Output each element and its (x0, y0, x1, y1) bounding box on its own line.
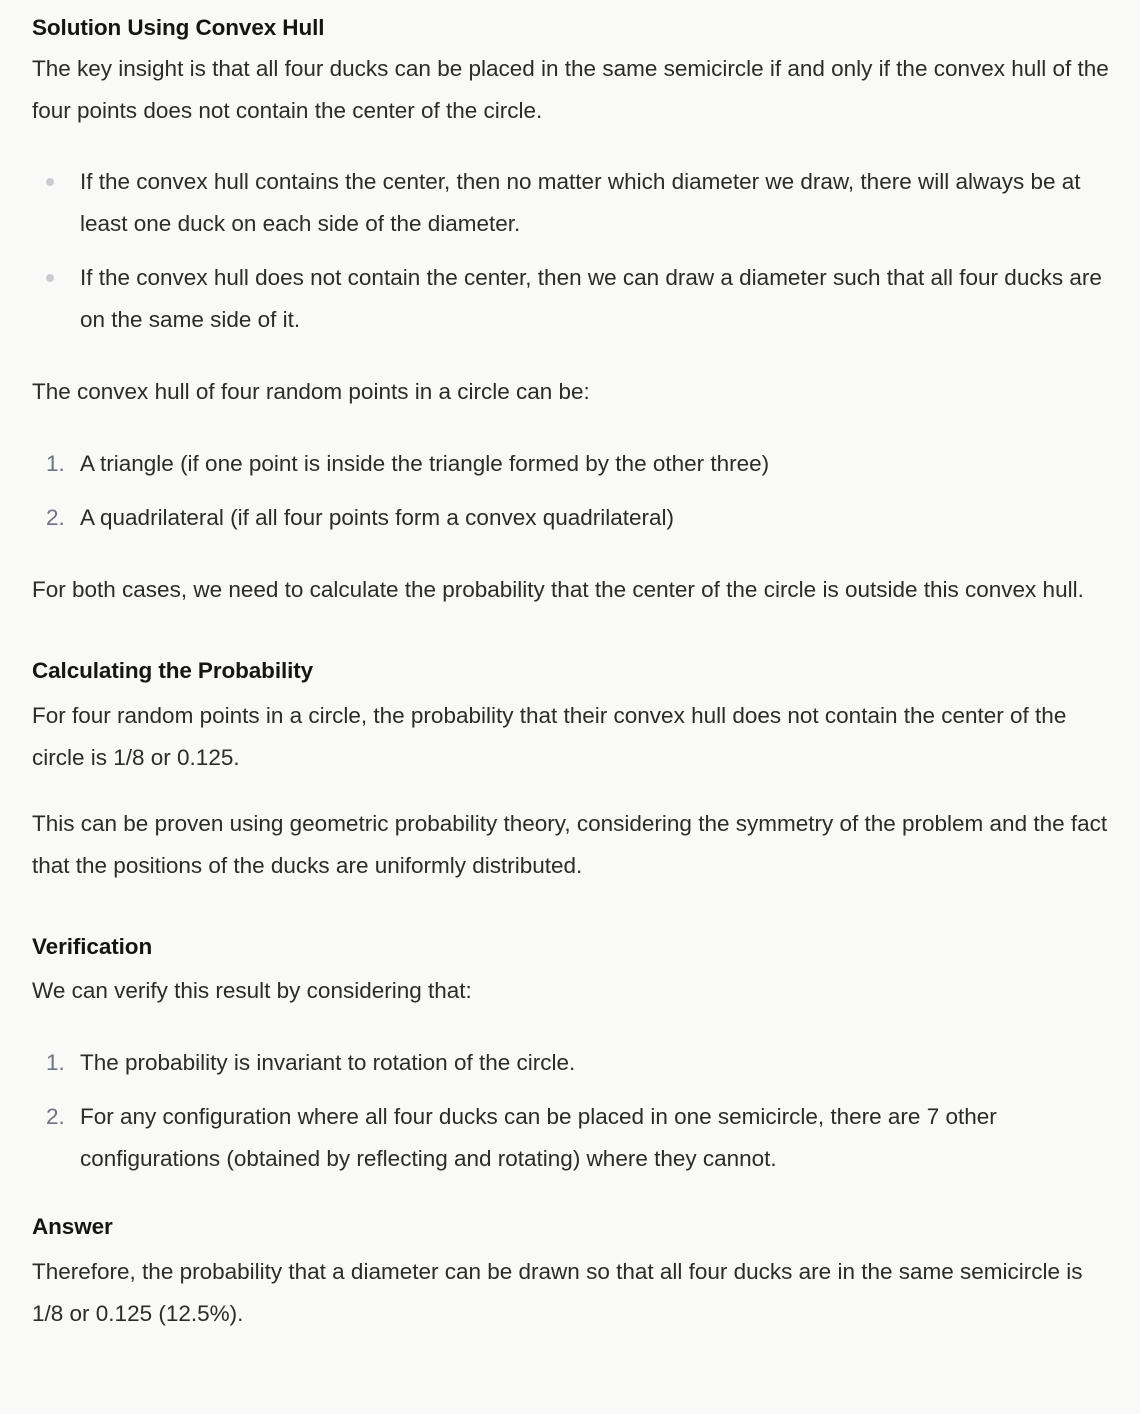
list-number: 2. (46, 505, 65, 530)
paragraph-answer: Therefore, the probability that a diameter can be drawn so that all four ducks are in the same semicircle is 1/8 or 0.125 (12.5%). (32, 1259, 1083, 1326)
numbered-list-verification (32, 1042, 1118, 1180)
heading-answer: Answer (32, 1214, 113, 1239)
paragraph-four-random-points: For four random points in a circle, the probability that their convex hull does not contain the center of the circle is 1/8 or 0.125. (32, 703, 1067, 770)
paragraph-key-insight: The key insight is that all four ducks can be placed in the same semicircle if and only if the convex hull of the four points does not contain the center of the circle. (32, 56, 1109, 123)
bullet-dot-icon (46, 274, 54, 282)
bullet-list-convex-hull-cases (32, 161, 1118, 341)
paragraph-both-cases: For both cases, we need to calculate the probability that the center of the circle is outside this convex hull. (32, 577, 1084, 602)
list-item (32, 161, 1118, 245)
list-number: 1. (46, 1050, 65, 1075)
list-item (32, 443, 1118, 485)
heading-verification: Verification (32, 934, 153, 959)
list-item-text: The probability is invariant to rotation of the circle. (80, 1050, 576, 1075)
paragraph-hull-intro: The convex hull of four random points in a circle can be: (32, 379, 590, 404)
list-item-text: A quadrilateral (if all four points form a convex quadrilateral) (80, 505, 675, 530)
paragraph-verification-intro: We can verify this result by considering that: (32, 978, 472, 1003)
list-item-text: If the convex hull does not contain the center, then we can draw a diameter such that all four ducks are on the same side of it. (80, 265, 1102, 332)
list-item-text: For any configuration where all four ducks can be placed in one semicircle, there are 7 other configurations (obtained by reflecting and rotating) where they cannot. (80, 1104, 997, 1171)
numbered-list-hull-shapes (32, 443, 1118, 539)
heading-calculating-the-probability: Calculating the Probability (32, 658, 314, 683)
list-number: 2. (46, 1104, 65, 1129)
list-item-text: A triangle (if one point is inside the triangle formed by the other three) (80, 451, 770, 476)
paragraph-proof: This can be proven using geometric probability theory, considering the symmetry of the problem and the fact that the positions of the ducks are uniformly distributed. (32, 811, 1108, 878)
list-item (32, 497, 1118, 539)
list-item (32, 257, 1118, 341)
list-item (32, 1096, 1118, 1180)
list-item (32, 1042, 1118, 1084)
list-number: 1. (46, 451, 65, 476)
heading-solution-using-convex-hull: Solution Using Convex Hull (32, 15, 325, 40)
bullet-dot-icon (46, 178, 54, 186)
list-item-text: If the convex hull contains the center, then no matter which diameter we draw, there will always be at least one duck on each side of the diameter. (80, 169, 1081, 236)
